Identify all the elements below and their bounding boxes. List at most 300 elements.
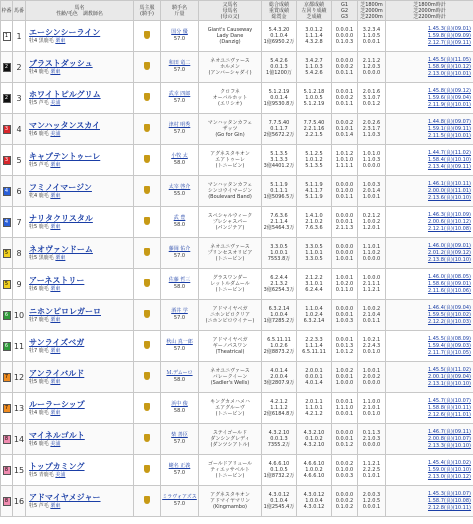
best-time-link[interactable]: 2.12.8(良)(10.11): [427, 504, 471, 511]
best-time-link[interactable]: 1.58.6(良)(09.01): [427, 280, 471, 287]
bloodline-cell: [199, 393, 262, 424]
horse-number: 10: [13, 300, 26, 331]
trainer-link[interactable]: 栗東: [50, 223, 61, 230]
best-time-link[interactable]: 2.12.7(良)(09.11): [427, 39, 471, 46]
sire-name: マンハッタンカフェ: [207, 120, 253, 126]
waku-cell: [1, 207, 13, 238]
table-row: [1, 424, 473, 455]
broodmare-sire: (パンジテア): [215, 225, 245, 231]
waku-cell: [1, 52, 13, 83]
trainer-link[interactable]: 栗東: [50, 161, 61, 168]
jockey-link[interactable]: Ｍ.デムーロ: [166, 370, 193, 376]
waku-badge: 2: [3, 94, 11, 103]
dam-name: ブレシャスパー: [212, 219, 248, 225]
distance-record-cell: 1.0.1.0 1.1.0.3 0.0.0.0: [358, 145, 386, 176]
table-row: [1, 238, 473, 269]
trainer-link[interactable]: 美浦: [50, 440, 61, 447]
distance-record-cell: 1.0.0.3 2.0.1.4 1.0.0.1: [358, 176, 386, 207]
course-stats-cell: 2.0.0.1 0.0.0.1 4.0.1.4: [297, 362, 332, 393]
table-row: [1, 83, 473, 114]
best-time-link[interactable]: 2.13.6(良)(10.10): [427, 194, 471, 201]
horse-sex-age: 牡5 芦毛: [29, 502, 49, 509]
horse-name-link[interactable]: エーシンシーライン: [29, 27, 101, 37]
stats-cell: 5.4.2.6 0.0.1.3 1億1200万: [262, 52, 297, 83]
horse-name-link[interactable]: ニホンピロレガーロ: [29, 306, 101, 316]
waku-cell: [1, 176, 13, 207]
horse-meta: [29, 162, 133, 169]
best-time-cell: [386, 393, 473, 424]
best-time-link[interactable]: 1.45.3(良)(09.01): [427, 25, 471, 32]
trainer-link[interactable]: 美浦: [50, 99, 61, 106]
sire-name: マンハッタンカフェ: [207, 182, 253, 188]
best-time-link[interactable]: 1.46.3(良)(10.09): [427, 211, 471, 218]
sire-name: Giant's Causeway: [207, 27, 253, 33]
best-time-link[interactable]: 2.13.8(良)(10.10): [427, 256, 471, 263]
distance-record-cell: 2.0.1.6 3.1.0.7 0.0.1.2: [358, 83, 386, 114]
jockey-link[interactable]: 和田 竜二: [168, 60, 191, 66]
stats-cell: 4.6.6.10 0.1.0.5 1億8732.2万: [262, 455, 297, 486]
horse-sex-age: 牡4 鹿毛: [29, 68, 49, 75]
table-row: [1, 300, 473, 331]
dam-name: エアグルーヴ: [215, 405, 245, 411]
best-time-link[interactable]: 1.58.7(良)(10.08): [427, 497, 471, 504]
bloodline-cell: [199, 176, 262, 207]
jockey-weight: 57.0: [173, 501, 186, 507]
bloodline-cell: [199, 486, 262, 517]
dam-name: プリンセスオリビア: [207, 250, 253, 256]
broodmare-sire: (アンバーシャダイ): [208, 70, 252, 76]
stats-cell: 4.2.1.2 1.1.1.2 2億6184.8万: [262, 393, 297, 424]
horse-cell: [26, 83, 134, 114]
broodmare-sire: (Kingmambo): [213, 504, 247, 510]
distance-record-cell: 2.0.2.6 2.3.1.7 1.1.0.3: [358, 114, 386, 145]
prize-money: 1億9530.8万: [263, 101, 295, 107]
best-time-link[interactable]: 1.45.4(良)(10.02): [427, 459, 471, 466]
best-time-link[interactable]: 1.46.0(良)(08.05): [427, 273, 471, 280]
course-stats-cell: 3.4.2.7 1.1.0.3 5.4.2.6: [297, 52, 332, 83]
table-row: [1, 393, 473, 424]
best-time-link[interactable]: 1.45.7(良)(10.07): [427, 397, 471, 404]
waku-cell: [1, 486, 13, 517]
best-time-cell: [386, 424, 473, 455]
trainer-link[interactable]: 栗東: [50, 409, 61, 416]
horse-meta: [29, 286, 133, 293]
jockey-link[interactable]: 国分 優: [171, 29, 188, 35]
horse-name-link[interactable]: アンライバルド: [29, 368, 85, 378]
broodmare-sire: (Boulevard Band): [208, 194, 252, 200]
sire-name: クロフネ: [220, 89, 240, 95]
jockey-silk-icon: [144, 62, 150, 70]
stats-cell: 5.1.2.19 0.0.1.4 1億9530.8万: [262, 83, 297, 114]
horse-meta: [29, 503, 133, 510]
header-stats: 総合成績 重賞成績 総賞金: [262, 1, 297, 21]
waku-cell: [1, 269, 13, 300]
best-time-link[interactable]: 1.59.8(良)(09.09): [427, 32, 471, 39]
jockey-silk-icon: [144, 155, 150, 163]
course-stats-cell: 2.2.3.3 1.1.1.4 6.5.11.11: [297, 331, 332, 362]
dam-name: シンコウイマージン: [207, 188, 253, 194]
bloodline-cell: [199, 52, 262, 83]
header-silk: 馬主服 (騎手): [134, 1, 161, 21]
waku-badge: 7: [3, 404, 11, 413]
broodmare-sire: (Theatrical): [215, 349, 245, 355]
jockey-link[interactable]: 蛯名 正義: [168, 463, 191, 469]
jockey-link[interactable]: 佐藤 哲三: [168, 277, 191, 283]
table-row: [1, 362, 473, 393]
waku-badge: 5: [3, 249, 11, 258]
broodmare-sire: (Go for Gin): [215, 132, 245, 138]
distance-record-cell: 1.1.2.1 2.2.2.5 0.1.0.1: [358, 455, 386, 486]
table-row: [1, 145, 473, 176]
prize-money: 2億5672.2万: [263, 132, 295, 138]
broodmare-sire: (トニービン): [215, 256, 245, 262]
course-stats-cell: 4.6.6.10 1.0.0.2 4.6.6.10: [297, 455, 332, 486]
table-row: [1, 21, 473, 52]
waku-badge: 7: [3, 373, 11, 382]
course-stats-cell: 3.0.1.2 1.1.1.4 4.3.2.8: [297, 21, 332, 52]
horse-number: 5: [13, 145, 26, 176]
prize-money: 1億8732.2万: [263, 473, 295, 479]
table-header: [1, 1, 473, 21]
horse-name-link[interactable]: ネオヴァンドーム: [29, 244, 93, 254]
dam-name: ホルメン: [220, 64, 240, 70]
bloodline-cell: [199, 269, 262, 300]
best-time-link[interactable]: 1.44.7(良)(11.02): [427, 149, 471, 156]
waku-badge: 4: [3, 218, 11, 227]
best-time-cell: [386, 83, 473, 114]
jockey-link[interactable]: 津村 明秀: [168, 122, 191, 128]
best-time-link[interactable]: 2.13.3(良)(10.10): [427, 442, 471, 449]
jockey-silk-icon: [144, 341, 150, 349]
best-time-link[interactable]: 1.44.8(良)(09.07): [427, 118, 471, 125]
distance-record-cell: 1.0.0.0 2.1.1.1 1.1.2.1: [358, 269, 386, 300]
trainer-link[interactable]: 栗東: [50, 68, 61, 75]
jockey-cell: [161, 424, 199, 455]
horse-cell: [26, 393, 134, 424]
best-time-cell: [386, 145, 473, 176]
best-time-cell: [386, 331, 473, 362]
horse-meta: [29, 441, 133, 448]
best-time-link[interactable]: 2.12.1(良)(10.08): [427, 225, 471, 232]
best-time-cell: [386, 52, 473, 83]
waku-cell: [1, 424, 13, 455]
jockey-cell: [161, 145, 199, 176]
jockey-weight: 57.0: [173, 470, 186, 476]
course-stats-cell: 7.7.5.40 2.2.1.16 2.2.1.5: [297, 114, 332, 145]
sire-name: アグネスタキオン: [210, 492, 250, 498]
trainer-link[interactable]: 栗東: [50, 192, 61, 199]
course-stats-cell: 5.1.2.5 1.0.1.2 5.1.3.5: [297, 145, 332, 176]
course-stats-cell: 1.4.1.0 2.1.0.2 7.6.3.6: [297, 207, 332, 238]
best-time-link[interactable]: 1.58.9(良)(10.12): [427, 63, 471, 70]
best-time-link[interactable]: 2.00.0(良)(11.01): [427, 187, 471, 194]
course-stats-cell: 5.1.1.9 4.1.1.7 5.1.1.9: [297, 176, 332, 207]
trainer-link[interactable]: 栗東: [55, 37, 66, 44]
table-row: [1, 486, 473, 517]
jockey-silk-icon: [144, 496, 150, 504]
course-stats-cell: 5.1.2.18 1.0.0.5 5.1.2.19: [297, 83, 332, 114]
prize-money: 3億6254.3万: [263, 287, 295, 293]
jockey-weight: 58.0: [173, 222, 186, 228]
header-grade: G1 G2 G3: [332, 1, 358, 21]
horse-name-link[interactable]: ルーラーシップ: [29, 399, 85, 409]
sire-name: キングカメハメハ: [210, 399, 250, 405]
broodmare-sire: (Sadler's Wells): [210, 380, 250, 386]
best-time-link[interactable]: 2.13.0(良)(10.01): [427, 70, 471, 77]
horse-number: 15: [13, 455, 26, 486]
table-row: [1, 269, 473, 300]
jockey-silk-icon: [144, 186, 150, 194]
jockey-silk-icon: [144, 31, 150, 39]
horse-sex-age: 牡6 鹿毛: [29, 130, 49, 137]
distance-record-cell: 2.0.0.3 1.2.0.5 0.0.0.1: [358, 486, 386, 517]
jockey-silk-icon: [144, 403, 150, 411]
best-time-link[interactable]: 1.46.7(良)(09.11): [427, 428, 471, 435]
grade-stats-cell: 1.0.0.1 1.0.2.0 0.1.1.0: [332, 269, 358, 300]
jockey-weight: 57.0: [173, 129, 186, 135]
trainer-link[interactable]: 栗東: [50, 285, 61, 292]
jockey-weight: 58.0: [173, 284, 186, 290]
horse-name-link[interactable]: アドマイヤメジャー: [29, 492, 101, 502]
jockey-link[interactable]: 藤岡 佑介: [168, 246, 191, 252]
best-time-link[interactable]: 1.45.5(良)(11.05): [427, 56, 471, 63]
best-time-link[interactable]: 2.11.5(良)(10.01): [427, 132, 471, 139]
horse-cell: [26, 455, 134, 486]
jockey-weight: 55.0: [173, 191, 186, 197]
best-time-cell: [386, 269, 473, 300]
horse-sex-age: 牡6 鹿毛: [29, 440, 49, 447]
stats-cell: 6.2.4.4 2.1.3.2 3億6254.3万: [262, 269, 297, 300]
table-row: [1, 176, 473, 207]
silk-cell: [134, 331, 161, 362]
header-name: 馬名 性齢/毛色 調教師名: [26, 1, 134, 21]
silk-cell: [134, 207, 161, 238]
horse-name-link[interactable]: マンハッタンスカイ: [29, 120, 100, 130]
horse-name-link[interactable]: ブラストダッシュ: [29, 58, 93, 68]
sire-name: ゴールドアリュール: [207, 461, 253, 467]
horse-cell: [26, 145, 134, 176]
distance-record-cell: 1.1.0.1 1.1.0.2 0.0.0.0: [358, 238, 386, 269]
best-time-link[interactable]: 1.45.5(良)(11.02): [427, 366, 471, 373]
horse-cell: [26, 331, 134, 362]
horse-cell: [26, 207, 134, 238]
waku-badge: 2: [3, 63, 11, 72]
trainer-link[interactable]: 美浦: [50, 130, 61, 137]
jockey-cell: [161, 207, 199, 238]
dam-name: エアトゥーレ: [215, 157, 245, 163]
jockey-link[interactable]: 太宰 啓介: [168, 184, 191, 190]
best-time-link[interactable]: 1.46.4(良)(09.04): [427, 304, 471, 311]
jockey-silk-icon: [144, 217, 150, 225]
silk-cell: [134, 21, 161, 52]
jockey-link[interactable]: 柴 善臣: [171, 432, 188, 438]
jockey-link[interactable]: 秋山 真一郎: [166, 339, 193, 345]
jockey-cell: [161, 238, 199, 269]
prize-money: 1億2545.4万: [263, 504, 295, 510]
bloodline-cell: [199, 455, 262, 486]
jockey-link[interactable]: 武 豊: [173, 215, 186, 221]
jockey-weight: 57.0: [173, 315, 186, 321]
header-bloodline: 父馬名 母馬名 (母の父): [199, 1, 262, 21]
horse-sex-age: 牝4 鹿毛: [29, 192, 49, 199]
jockey-link[interactable]: 酒井 学: [171, 308, 188, 314]
jockey-link[interactable]: 武幸 四郎: [168, 91, 191, 97]
horse-name-link[interactable]: ホワイトピルグリム: [29, 89, 101, 99]
best-time-link[interactable]: 1.45.3(良)(10.07): [427, 490, 471, 497]
prize-money: 7355.2万: [267, 442, 291, 448]
jockey-cell: [161, 362, 199, 393]
waku-cell: [1, 114, 13, 145]
dam-name: Lady Dane: [216, 33, 244, 39]
best-time-cell: [386, 21, 473, 52]
header-waku: 枠番: [1, 1, 13, 21]
best-time-link[interactable]: 2.00.8(良)(10.07): [427, 435, 471, 442]
best-time-cell: [386, 114, 473, 145]
waku-cell: [1, 83, 13, 114]
best-time-cell: [386, 455, 473, 486]
dam-name: ザッツ: [222, 126, 238, 132]
horse-cell: [26, 21, 134, 52]
jockey-cell: [161, 176, 199, 207]
sire-name: アグネスタキオン: [210, 151, 250, 157]
best-time-link[interactable]: 2.13.4(良)(09.11): [427, 163, 471, 170]
jockey-link[interactable]: 小牧 太: [171, 153, 188, 159]
best-time-link[interactable]: 2.13.0(良)(10.12): [427, 473, 471, 480]
jockey-weight: 57.0: [173, 253, 186, 259]
best-time-link[interactable]: 2.12.6(良)(11.01): [427, 411, 471, 418]
horse-meta: [29, 348, 133, 355]
best-time-link[interactable]: 2.11.6(良)(10.06): [427, 287, 471, 294]
table-row: [1, 114, 473, 145]
best-time-link[interactable]: 1.45.5(良)(08.09): [427, 335, 471, 342]
jockey-weight: 57.0: [173, 36, 186, 42]
distance-record-cell: 0.1.1.3 2.1.0.3 0.0.0.0: [358, 424, 386, 455]
jockey-link[interactable]: 浜中 俊: [171, 401, 188, 407]
horse-meta: [29, 255, 133, 262]
waku-cell: [1, 300, 13, 331]
horse-name-link[interactable]: ナリタクリスタル: [29, 213, 93, 223]
grade-stats-cell: 0.0.0.1 0.0.0.2 0.0.1.1: [332, 83, 358, 114]
horse-cell: [26, 486, 134, 517]
trainer-link[interactable]: 栗東: [55, 254, 66, 261]
horse-name-link[interactable]: キャプテントゥーレ: [29, 151, 101, 161]
jockey-cell: [161, 300, 199, 331]
horse-meta: [29, 224, 133, 231]
jockey-cell: [161, 21, 199, 52]
bloodline-cell: [199, 21, 262, 52]
distance-record-cell: 1.0.0.2 2.1.0.4 0.0.1.1: [358, 300, 386, 331]
horse-sex-age: 牡5 黒鹿毛: [29, 254, 54, 261]
best-time-link[interactable]: 1.45.8(良)(09.12): [427, 87, 471, 94]
dam-name: レットルダムール: [210, 281, 250, 287]
silk-cell: [134, 269, 161, 300]
jockey-silk-icon: [144, 124, 150, 132]
horse-number: 2: [13, 52, 26, 83]
best-time-link[interactable]: 1.46.0(良)(09.01): [427, 242, 471, 249]
horse-meta: [29, 38, 133, 45]
waku-badge: 3: [3, 156, 11, 165]
stats-cell: 6.5.11.11 1.0.2.6 2億8873.2万: [262, 331, 297, 362]
course-stats-cell: 2.0.1.1 1.1.0.1 4.2.1.2: [297, 393, 332, 424]
trainer-link[interactable]: 美浦: [55, 471, 66, 478]
best-time-link[interactable]: 1.59.5(良)(10.02): [427, 311, 471, 318]
horse-name-link[interactable]: マイネルゴルト: [29, 430, 85, 440]
best-time-link[interactable]: 1.58.8(良)(10.11): [427, 404, 471, 411]
dam-name: ニホンピロクリア: [209, 312, 250, 318]
horse-cell: [26, 52, 134, 83]
horse-name-link[interactable]: フミノイマージン: [29, 182, 92, 192]
jockey-cell: [161, 114, 199, 145]
course-stats-cell: 4.3.2.10 0.1.0.2 4.3.2.10: [297, 424, 332, 455]
jockey-link[interactable]: ミラヴォアズス: [162, 494, 197, 500]
best-time-link[interactable]: 1.58.4(良)(10.10): [427, 156, 471, 163]
trainer-link[interactable]: 栗東: [50, 378, 61, 385]
horse-sex-age: 牡7 鹿毛: [29, 316, 49, 323]
horse-number: 4: [13, 114, 26, 145]
stats-cell: 4.0.1.4 2.0.0.4 3億2807.9万: [262, 362, 297, 393]
grade-stats-cell: 0.0.0.1 0.0.1.3 1.0.1.2: [332, 331, 358, 362]
best-time-link[interactable]: 2.11.7(良)(10.05): [427, 349, 471, 356]
horse-sex-age: 牡5 芦毛: [29, 99, 49, 106]
best-time-link[interactable]: 2.13.1(良)(10.10): [427, 380, 471, 387]
silk-cell: [134, 393, 161, 424]
horse-number: 7: [13, 207, 26, 238]
best-time-link[interactable]: 2.12.2(良)(10.03): [427, 318, 471, 325]
stats-cell: 5.4.3.20 0.1.0.4 1億6950.2万: [262, 21, 297, 52]
best-time-link[interactable]: 2.11.9(良)(10.01): [427, 101, 471, 108]
trainer-link[interactable]: 栗東: [50, 347, 61, 354]
trainer-link[interactable]: 栗東: [50, 502, 61, 509]
horse-number: 16: [13, 486, 26, 517]
silk-cell: [134, 238, 161, 269]
best-time-link[interactable]: 1.59.6(良)(09.04): [427, 94, 471, 101]
best-time-link[interactable]: 1.59.1(良)(09.11): [427, 125, 471, 132]
bloodline-cell: [199, 362, 262, 393]
broodmare-sire: (トニービン): [215, 473, 245, 479]
best-time-link[interactable]: 1.59.4(良)(09.03): [427, 342, 471, 349]
waku-cell: [1, 362, 13, 393]
horse-sex-age: 牡5 鹿毛: [29, 378, 49, 385]
horse-name-link[interactable]: トップカミング: [29, 461, 85, 471]
trainer-link[interactable]: 栗東: [50, 316, 61, 323]
stats-cell: 5.1.3.5 3.1.3.3 3億4401.2万: [262, 145, 297, 176]
best-time-link[interactable]: 2.00.6(良)(10.12): [427, 218, 471, 225]
horse-sex-age: 牡7 鹿毛: [29, 347, 49, 354]
course-stats-cell: 1.1.0.4 1.0.2.4 6.3.2.14: [297, 300, 332, 331]
sire-name: アドマイヤベガ: [212, 337, 248, 343]
stats-cell: 6.3.2.14 1.0.0.4 1億7285.2万: [262, 300, 297, 331]
distance-record-cell: 3.2.3.4 1.1.0.5 0.0.0.1: [358, 21, 386, 52]
prize-money: 1億1200万: [266, 70, 292, 76]
best-time-link[interactable]: 2.00.1(良)(09.04): [427, 373, 471, 380]
horse-meta: [29, 379, 133, 386]
silk-cell: [134, 83, 161, 114]
best-time-link[interactable]: 1.46.1(良)(10.11): [427, 180, 471, 187]
best-time-link[interactable]: 2.01.2(良)(09.12): [427, 249, 471, 256]
horse-name-link[interactable]: サンライズベガ: [29, 337, 85, 347]
bloodline-cell: [199, 238, 262, 269]
grade-stats-cell: 0.0.0.2 0.1.0.0 0.0.0.3: [332, 455, 358, 486]
horse-meta: [29, 317, 133, 324]
jockey-cell: [161, 393, 199, 424]
best-time-link[interactable]: 1.59.0(良)(10.10): [427, 466, 471, 473]
grade-stats-cell: 0.0.0.0 0.0.0.2 0.0.1.1: [332, 52, 358, 83]
broodmare-sire: (ダンツシアトル): [210, 442, 250, 448]
jockey-cell: [161, 486, 199, 517]
course-stats-cell: 4.3.0.12 1.0.0.4 4.3.0.12: [297, 486, 332, 517]
best-time-cell: [386, 486, 473, 517]
horse-name-link[interactable]: アーネストリー: [29, 275, 85, 285]
